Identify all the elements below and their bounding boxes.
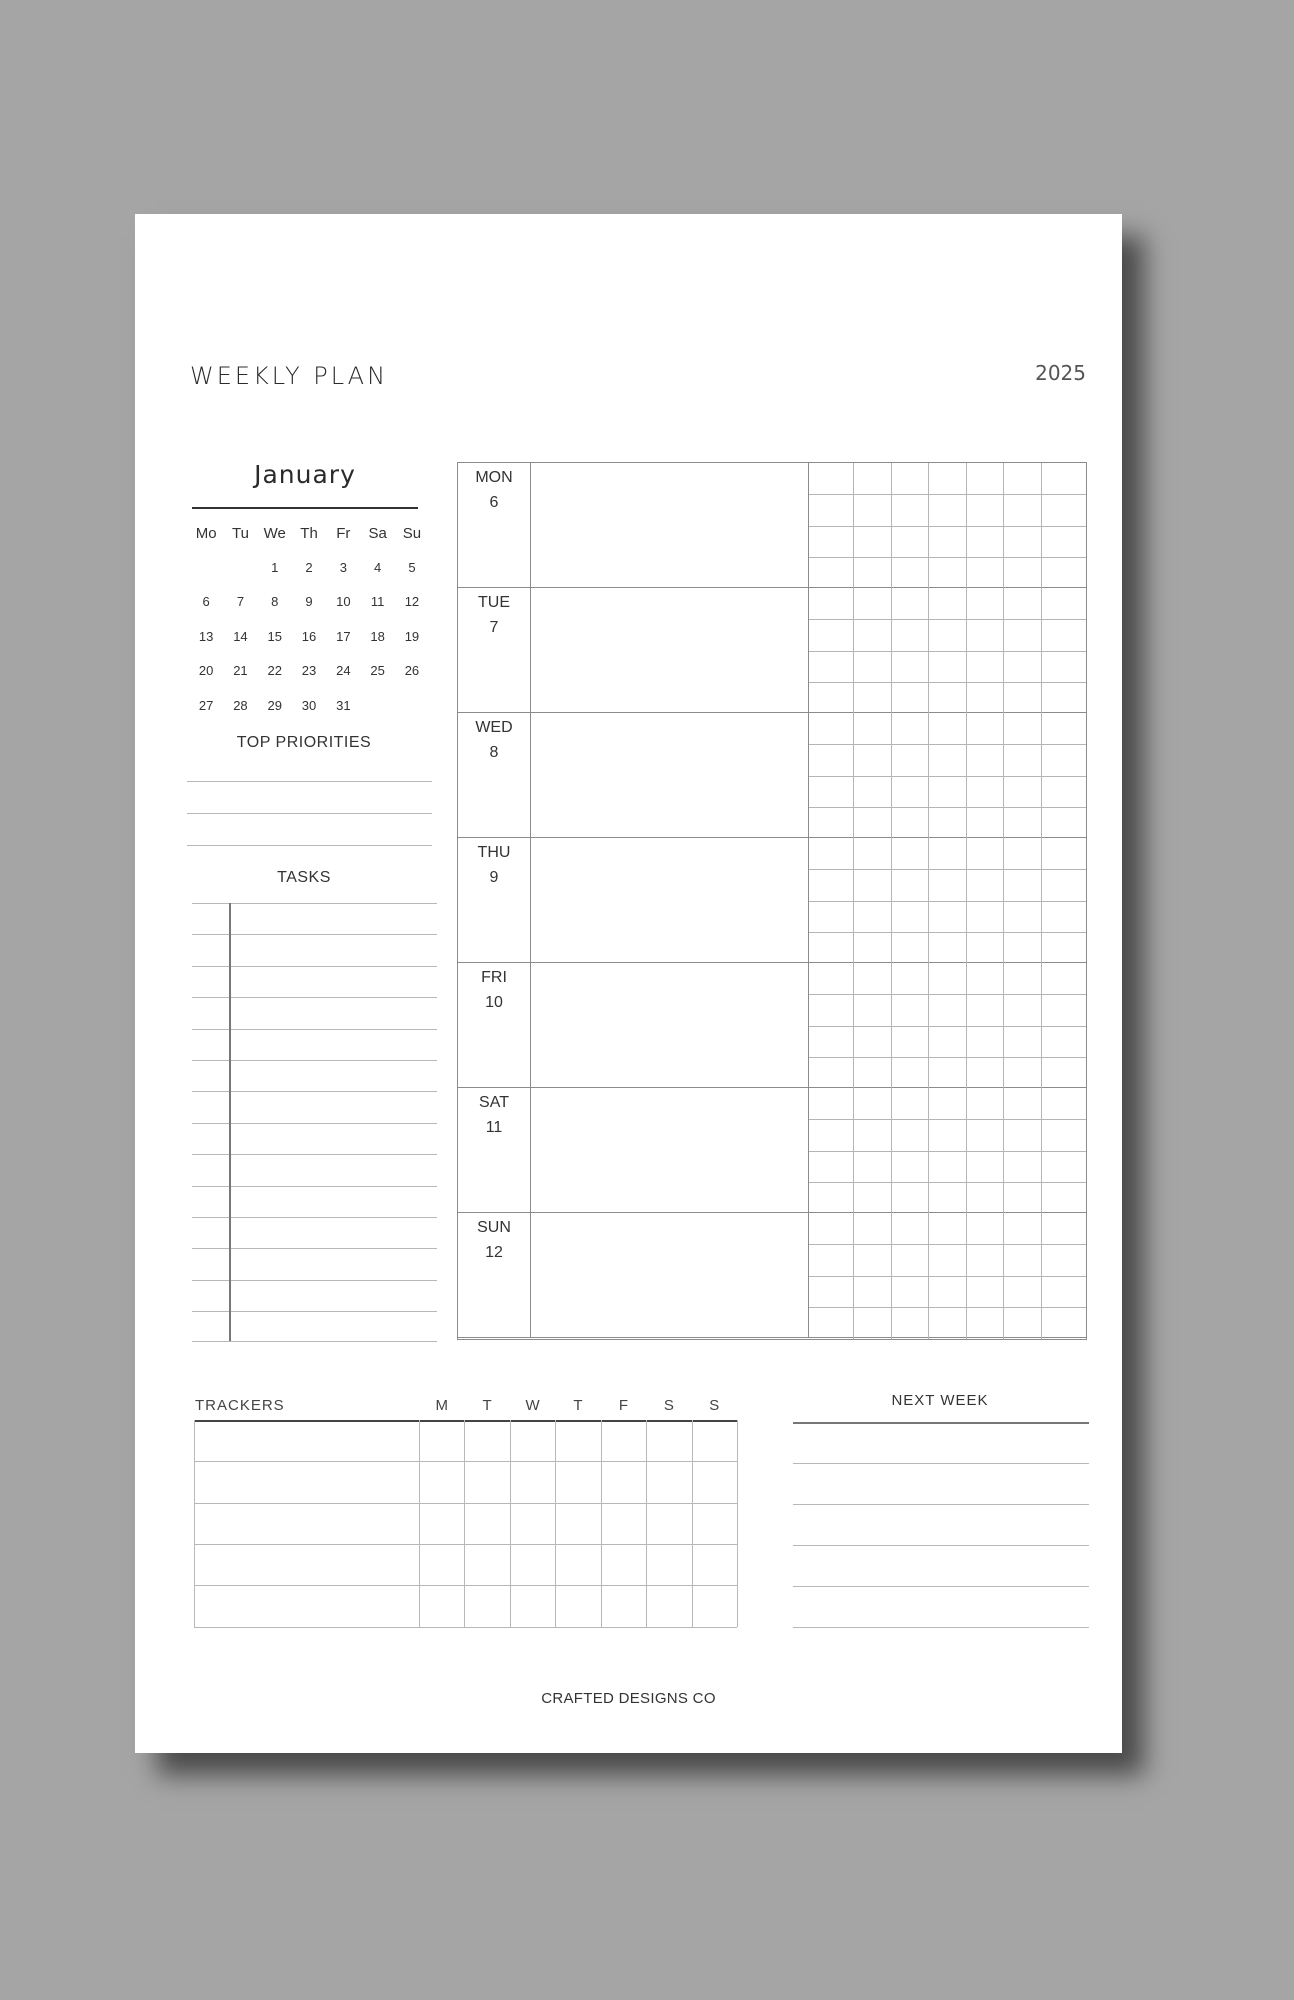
calendar-day: 5 xyxy=(408,560,416,575)
calendar-day: 21 xyxy=(233,663,248,679)
tracker-day-header: S xyxy=(709,1397,720,1414)
checkbox-grid-row-line xyxy=(809,744,1086,745)
next-week-line xyxy=(793,1586,1089,1587)
calendar-day: 2 xyxy=(305,560,313,575)
day-notes-area[interactable] xyxy=(530,713,809,837)
calendar-day: 8 xyxy=(271,594,279,610)
day-row xyxy=(458,463,1086,588)
next-week-label: NEXT WEEK xyxy=(891,1392,989,1409)
checkbox-grid-col-line xyxy=(891,463,892,1339)
checkbox-grid-row-line xyxy=(809,1151,1086,1152)
checkbox-grid-col-line xyxy=(1003,463,1004,1339)
day-name: WED xyxy=(475,719,513,736)
calendar-day: 12 xyxy=(404,594,420,610)
tracker-col-line xyxy=(646,1420,647,1627)
calendar-day: 9 xyxy=(305,594,313,610)
calendar-day: 18 xyxy=(370,628,385,644)
page-title: WEEKLY PLAN xyxy=(190,362,389,390)
tracker-col-line xyxy=(737,1420,738,1627)
day-date: 9 xyxy=(489,869,499,886)
footer-brand: CRAFTED DESIGNS CO xyxy=(541,1690,716,1707)
tracker-row-line xyxy=(194,1627,737,1628)
checkbox-grid-col-line xyxy=(928,463,929,1339)
calendar-weekday: Mo xyxy=(195,525,217,542)
tracker-col-line xyxy=(601,1420,602,1627)
tracker-day-header: W xyxy=(525,1397,540,1414)
calendar-day: 25 xyxy=(370,663,385,679)
checkbox-grid-row-line xyxy=(809,776,1086,777)
calendar-month: January xyxy=(254,460,356,489)
calendar-day: 20 xyxy=(198,663,214,679)
checkbox-grid-col-line xyxy=(853,463,854,1339)
calendar-day xyxy=(395,689,429,723)
checkbox-grid-row-line xyxy=(809,619,1086,620)
next-week-rule xyxy=(793,1422,1089,1424)
calendar-day: 24 xyxy=(336,663,351,679)
day-name: SUN xyxy=(477,1219,511,1236)
calendar-day: 19 xyxy=(404,628,420,644)
checkbox-grid-row-line xyxy=(809,1182,1086,1183)
tasks-checkbox-divider xyxy=(229,903,231,1341)
tracker-col-line xyxy=(555,1420,556,1627)
day-row xyxy=(458,838,1086,963)
next-week-line xyxy=(793,1627,1089,1628)
week-grid xyxy=(457,462,1087,1340)
tracker-row-line xyxy=(194,1544,737,1545)
checkbox-grid-row-line xyxy=(809,651,1086,652)
day-date: 6 xyxy=(489,494,499,511)
checkbox-grid-row-line xyxy=(809,1307,1086,1308)
day-notes-area[interactable] xyxy=(530,463,809,587)
day-row xyxy=(458,588,1086,713)
trackers-label: TRACKERS xyxy=(195,1397,285,1414)
checkbox-grid-row-line xyxy=(809,807,1086,808)
calendar-day: 4 xyxy=(374,560,382,575)
calendar-weekday: We xyxy=(263,525,286,542)
day-notes-area[interactable] xyxy=(530,1088,809,1212)
next-week-line xyxy=(793,1463,1089,1464)
day-name: THU xyxy=(477,844,511,861)
tracker-row-line xyxy=(194,1461,737,1462)
checkbox-grid-row-line xyxy=(809,1276,1086,1277)
priorities-label: TOP PRIORITIES xyxy=(236,734,372,751)
calendar-day: 27 xyxy=(198,697,214,713)
tracker-col-line xyxy=(510,1420,511,1627)
day-name: FRI xyxy=(481,969,507,986)
next-week-line xyxy=(793,1504,1089,1505)
tracker-row-line xyxy=(194,1503,737,1504)
tracker-header-rule xyxy=(194,1420,737,1422)
task-line xyxy=(192,1341,437,1342)
tracker-day-header: M xyxy=(435,1397,448,1414)
checkbox-grid-row-line xyxy=(809,1244,1086,1245)
tracker-day-header: S xyxy=(663,1397,674,1414)
calendar-weekday: Fr xyxy=(336,525,351,542)
calendar-day xyxy=(189,551,223,585)
checkbox-grid-row-line xyxy=(809,932,1086,933)
calendar-day: 28 xyxy=(233,697,248,713)
calendar-weekday: Sa xyxy=(368,525,387,542)
day-name: SAT xyxy=(479,1094,509,1111)
tracker-row-line xyxy=(194,1585,737,1586)
calendar-weekday: Th xyxy=(300,525,318,542)
tasks-label: TASKS xyxy=(277,869,331,886)
tracker-day-header: T xyxy=(482,1397,492,1414)
planner-page xyxy=(135,214,1122,1753)
calendar-day: 30 xyxy=(301,697,317,713)
day-notes-area[interactable] xyxy=(530,838,809,962)
day-date: 8 xyxy=(489,744,499,761)
tracker-col-line xyxy=(194,1420,195,1627)
day-name: MON xyxy=(475,469,513,486)
checkbox-grid-row-line xyxy=(809,557,1086,558)
day-row xyxy=(458,713,1086,838)
calendar-day: 14 xyxy=(233,628,248,644)
day-date: 12 xyxy=(485,1244,503,1261)
day-row xyxy=(458,1088,1086,1213)
tracker-day-header: F xyxy=(618,1397,628,1414)
calendar-day: 26 xyxy=(404,663,420,679)
calendar-day xyxy=(360,689,394,723)
calendar-day: 6 xyxy=(202,594,210,610)
day-notes-area[interactable] xyxy=(530,963,809,1087)
day-notes-area[interactable] xyxy=(530,1213,809,1337)
calendar-weekday: Tu xyxy=(231,525,249,542)
calendar-day: 17 xyxy=(336,628,351,644)
checkbox-grid-col-line xyxy=(1041,463,1042,1339)
day-name: TUE xyxy=(478,594,510,611)
priority-line xyxy=(187,781,432,782)
priority-line xyxy=(187,845,432,846)
calendar-day: 11 xyxy=(370,594,385,610)
calendar-day: 22 xyxy=(267,663,282,679)
checkbox-grid-row-line xyxy=(809,526,1086,527)
calendar-day: 29 xyxy=(267,697,282,713)
tracker-col-line xyxy=(692,1420,693,1627)
calendar-day: 3 xyxy=(339,560,347,575)
tracker-day-header: T xyxy=(573,1397,583,1414)
day-row xyxy=(458,963,1086,1088)
tracker-col-line xyxy=(419,1420,420,1627)
calendar-weekday: Su xyxy=(402,525,422,542)
checkbox-grid-row-line xyxy=(809,1119,1086,1120)
calendar-day: 13 xyxy=(198,628,214,644)
tracker-col-line xyxy=(464,1420,465,1627)
checkbox-grid-row-line xyxy=(809,494,1086,495)
calendar-day: 10 xyxy=(336,594,351,610)
day-date: 7 xyxy=(489,619,499,636)
calendar-month-rule xyxy=(192,507,418,509)
next-week-line xyxy=(793,1545,1089,1546)
calendar-day: 16 xyxy=(301,628,317,644)
checkbox-grid-row-line xyxy=(809,1026,1086,1027)
checkbox-grid-row-line xyxy=(809,994,1086,995)
day-date: 11 xyxy=(485,1119,503,1136)
day-date: 10 xyxy=(485,994,503,1011)
checkbox-grid-row-line xyxy=(809,1057,1086,1058)
calendar-day: 7 xyxy=(236,594,245,610)
checkbox-grid-col-line xyxy=(966,463,967,1339)
mini-calendar xyxy=(189,517,429,723)
checkbox-grid-row-line xyxy=(809,901,1086,902)
calendar-day: 1 xyxy=(271,560,279,575)
day-notes-area[interactable] xyxy=(530,588,809,712)
day-row xyxy=(458,1213,1086,1338)
calendar-day: 15 xyxy=(267,628,282,644)
checkbox-grid-row-line xyxy=(809,682,1086,683)
calendar-day: 23 xyxy=(301,663,317,679)
calendar-day: 31 xyxy=(336,697,351,713)
checkbox-grid-row-line xyxy=(809,869,1086,870)
year-label: 2025 xyxy=(1035,361,1086,385)
calendar-day xyxy=(223,551,257,585)
priority-line xyxy=(187,813,432,814)
